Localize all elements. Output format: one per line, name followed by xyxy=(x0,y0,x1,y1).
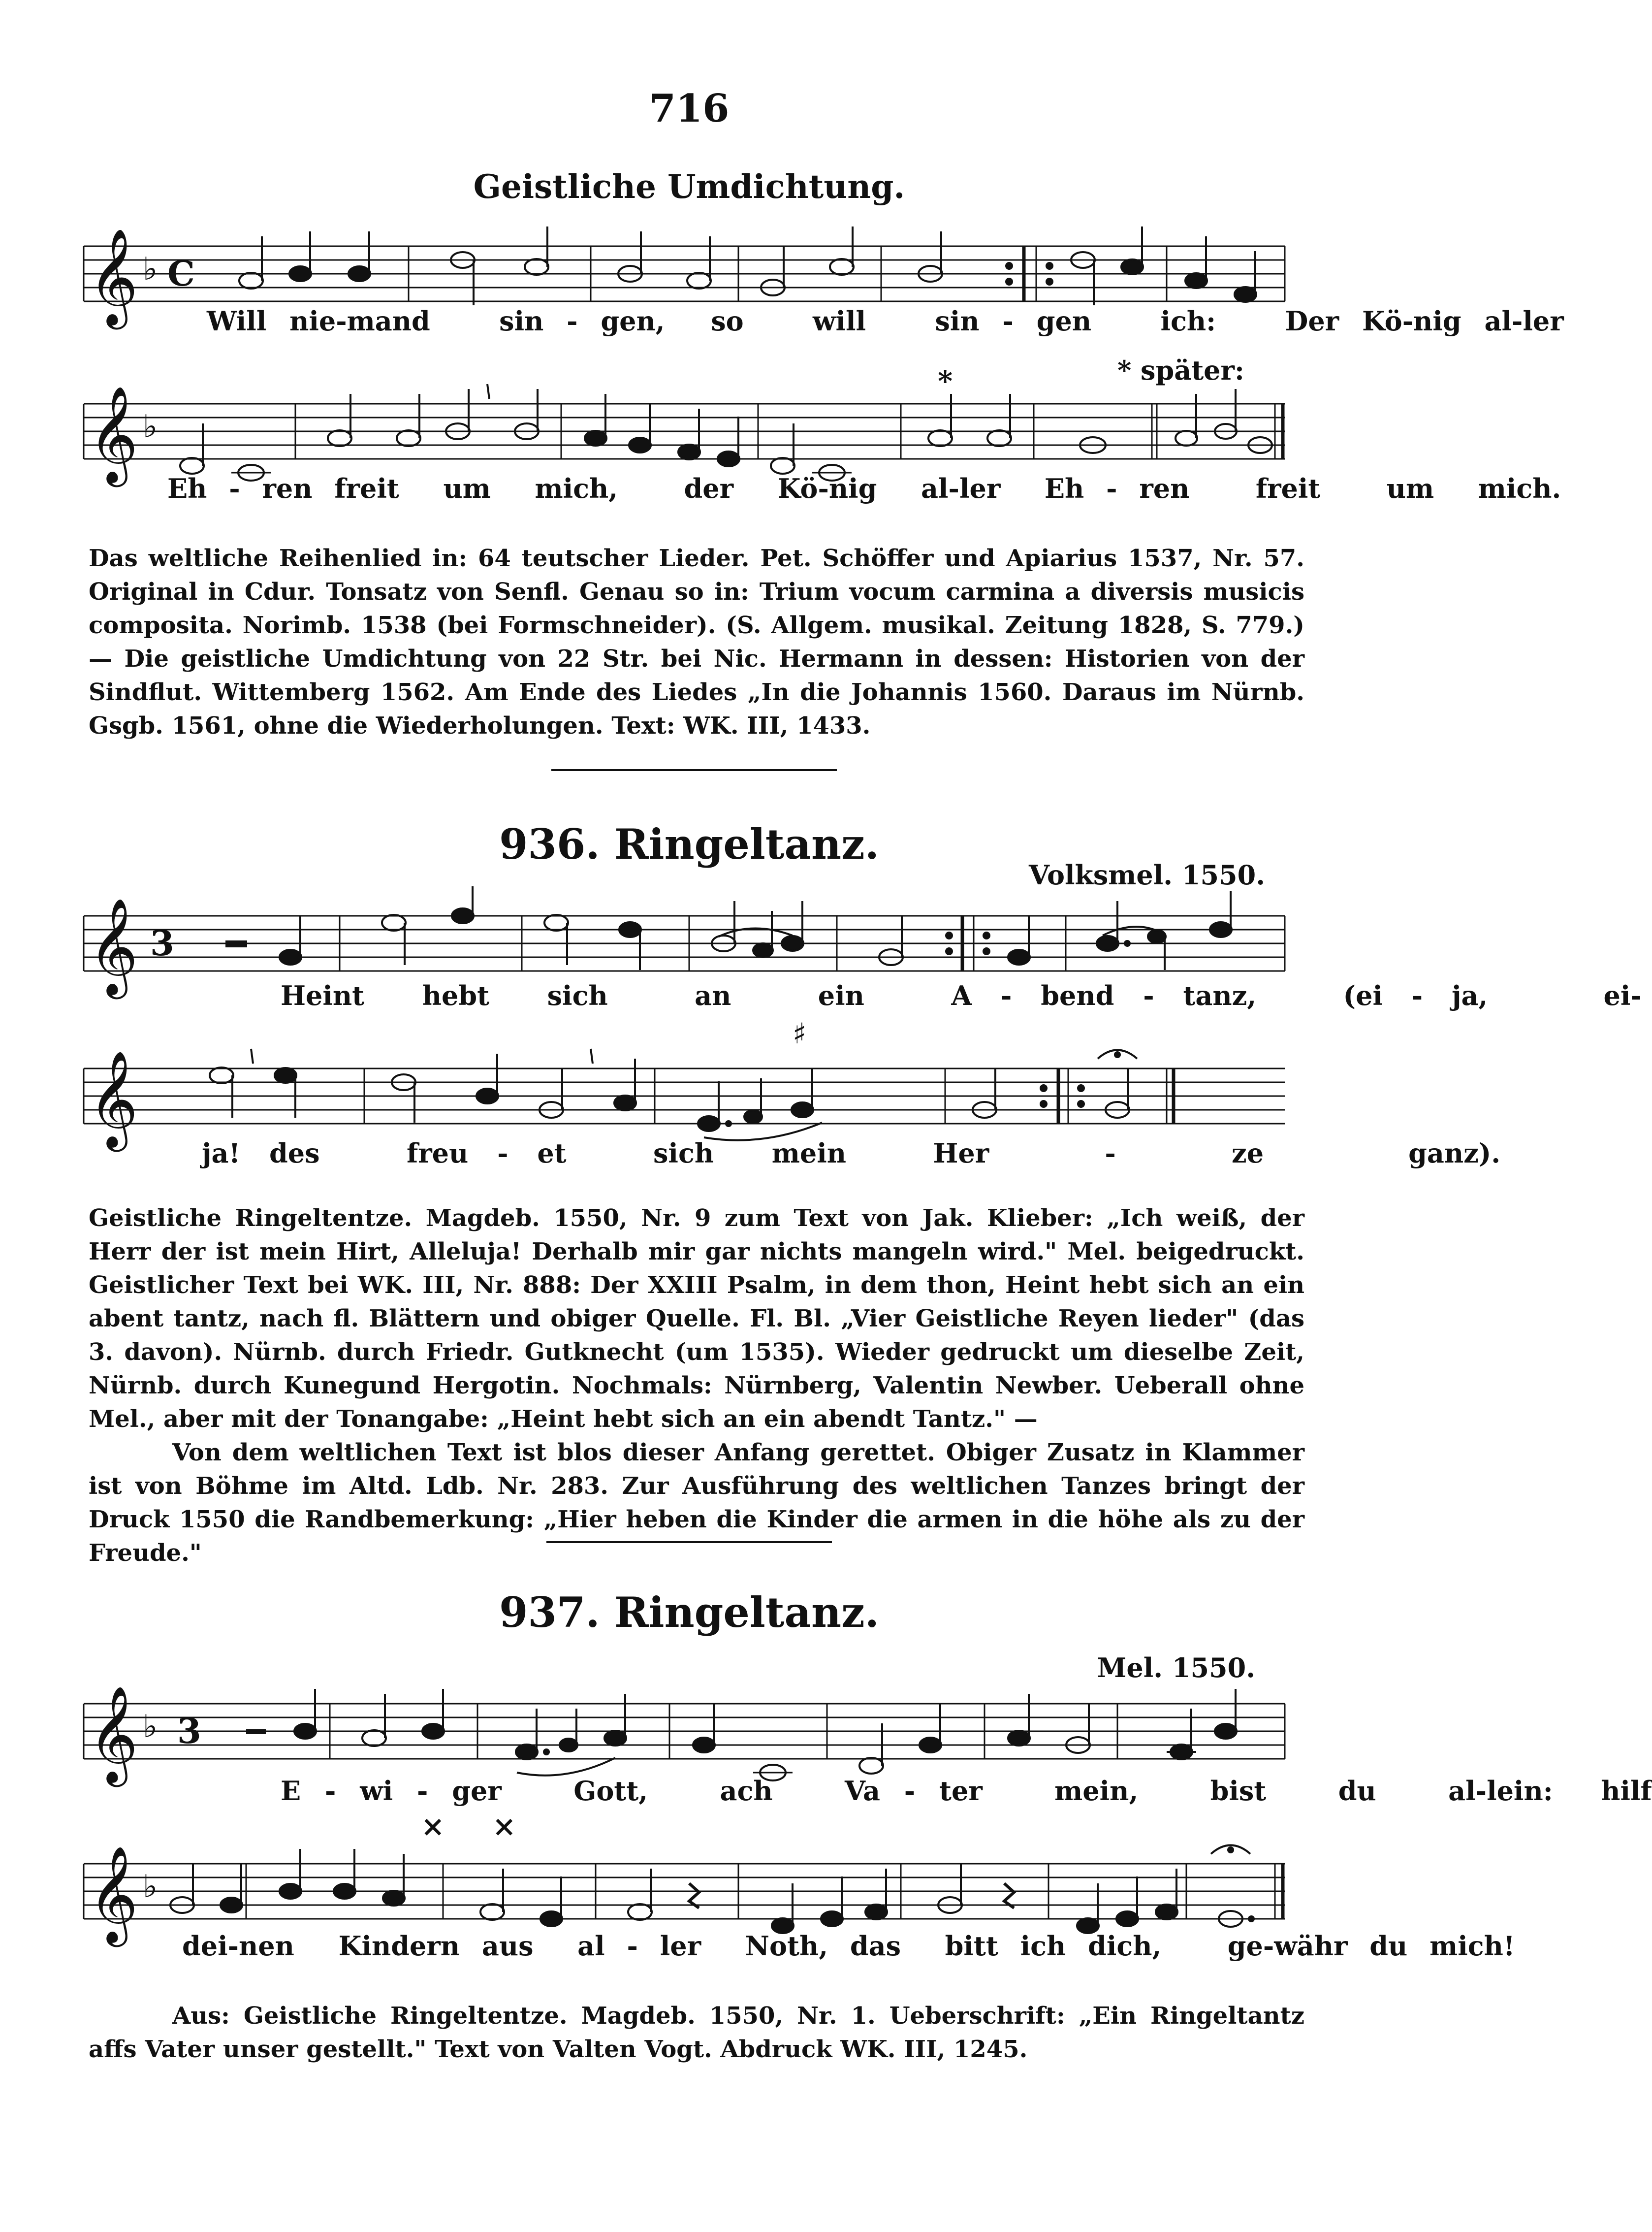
svg-text:♭: ♭ xyxy=(143,1708,158,1745)
note-paragraph: Das weltliche Reihenlied in: 64 teutscher Lieder. Pet. Schöffer und Apiarius 1537, Nr. 57. Original in Cdur. Tonsatz von Senfl. Genau so in: Trium vocum carmina a diversis musicis composita. Norimb. 1538 (bei Formschneider). (S. Allgem. musikal. Zeitung 1828, S. 779.) — Die geistliche Umdichtung von 22 Str. bei Nic. Hermann in dessen: Historien von der Sindflut. Wittemberg 1562. Am Ende des Liedes „In die Johannis 1560. Daraus im Nürnb. Gsgb. 1561, ohne die Wiederholungen. Text: WK. III, 1433. xyxy=(89,545,1304,740)
song-title: Ringeltanz. xyxy=(614,1588,879,1637)
svg-text:♭: ♭ xyxy=(143,408,158,445)
section1-lyrics-line2: Eh - ren freit um mich, der Kö-nig al-ler Eh - ren freit um mich. xyxy=(167,473,1561,504)
section-divider xyxy=(551,769,837,771)
note-paragraph: Von dem weltlichen Text ist blos dieser Anfang gerettet. Obiger Zusatz in Klammer ist von Böhme im Altd. Ldb. Nr. 283. Zur Ausführung des weltlichen Tanzes bringt der Druck 1550 die Randbemerkung: „Hier heben die Kinder die armen in die höhe als zu der Freude." xyxy=(89,1439,1304,1567)
section2-lyrics-line2: ja! des freu - et sich mein Her - ze ganz). xyxy=(202,1137,1501,1169)
svg-text:3: 3 xyxy=(177,1711,201,1751)
section-divider xyxy=(546,1541,832,1543)
sharp-accidental: ♯ xyxy=(793,1017,807,1050)
svg-text:♭: ♭ xyxy=(143,1868,158,1905)
svg-text:𝄞: 𝄞 xyxy=(89,1050,138,1148)
variant-label: * später: xyxy=(1117,355,1244,386)
note-paragraph: Aus: Geistliche Ringeltentze. Magdeb. 1550, Nr. 1. Ueberschrift: „Ein Ringeltantz affs Vater unser gestellt." Text von Valten Vogt. Abdruck WK. III, 1245. xyxy=(89,2002,1304,2063)
section1-notes xyxy=(89,542,1304,743)
song-number: 937. xyxy=(499,1588,600,1637)
svg-text:♭: ♭ xyxy=(143,251,158,288)
section3-notes xyxy=(89,1999,1304,2066)
variant-asterisk: * xyxy=(938,364,953,398)
svg-text:3: 3 xyxy=(150,923,174,964)
section1-lyrics-line1: Will nie-mand sin - gen, so will sin - gen ich: Der Kö-nig al-ler xyxy=(207,305,1564,337)
svg-text:𝄞: 𝄞 xyxy=(89,228,138,325)
melody-source: Volksmel. 1550. xyxy=(1029,859,1265,891)
note-paragraph: Geistliche Ringeltentze. Magdeb. 1550, Nr. 9 zum Text von Jak. Klieber: „Ich weiß, der Herr der ist mein Hirt, Alleluja! Derhalb mir gar nichts mangeln wird." Mel. beigedruckt. Geistlicher Text bei WK. III, Nr. 888: Der XXIII Psalm, in dem thon, Heint hebt sich an ein abent tantz, nach fl. Blättern und obiger Quelle. Fl. Bl. „Vier Geistliche Reyen lieder" (das 3. davon). Nürnb. durch Friedr. Gutknecht (um 1535). Wieder gedruckt um dieselbe Zeit, Nürnb. durch Kunegund Hergotin. Nochmals: Nürnberg, Valentin Newber. Ueberall ohne Mel., aber mit der Tonangabe: „Heint hebt sich an ein abendt Tantz." — xyxy=(89,1204,1304,1433)
svg-text:𝄞: 𝄞 xyxy=(89,1845,138,1943)
svg-text:C: C xyxy=(167,253,195,294)
section2-lyrics-line1: Heint hebt sich an ein A - bend - tanz, (ei - ja, ei- xyxy=(281,980,1642,1011)
page-number: 716 xyxy=(649,86,730,131)
svg-text:𝄞: 𝄞 xyxy=(89,386,138,483)
svg-text:𝄞: 𝄞 xyxy=(89,898,138,995)
melody-source: Mel. 1550. xyxy=(1097,1652,1255,1683)
section2-notes xyxy=(89,1201,1304,1570)
song-number: 936. xyxy=(499,820,600,869)
song-title: Ringeltanz. xyxy=(614,820,879,869)
section3-lyrics-line1: E - wi - ger Gott, ach Va - ter mein, bist du al-lein: hilf xyxy=(281,1775,1652,1807)
section1-title: Geistliche Umdichtung. xyxy=(473,167,905,206)
section3-header xyxy=(0,1588,1378,1637)
x-mark: × xyxy=(492,1810,516,1843)
x-mark: × xyxy=(421,1810,445,1843)
section3-lyrics-line2: dei-nen Kindern aus al - ler Noth, das bitt ich dich, ge-währ du mich! xyxy=(182,1930,1515,1962)
music-staff xyxy=(84,1674,1378,1792)
svg-text:𝄞: 𝄞 xyxy=(89,1685,138,1783)
